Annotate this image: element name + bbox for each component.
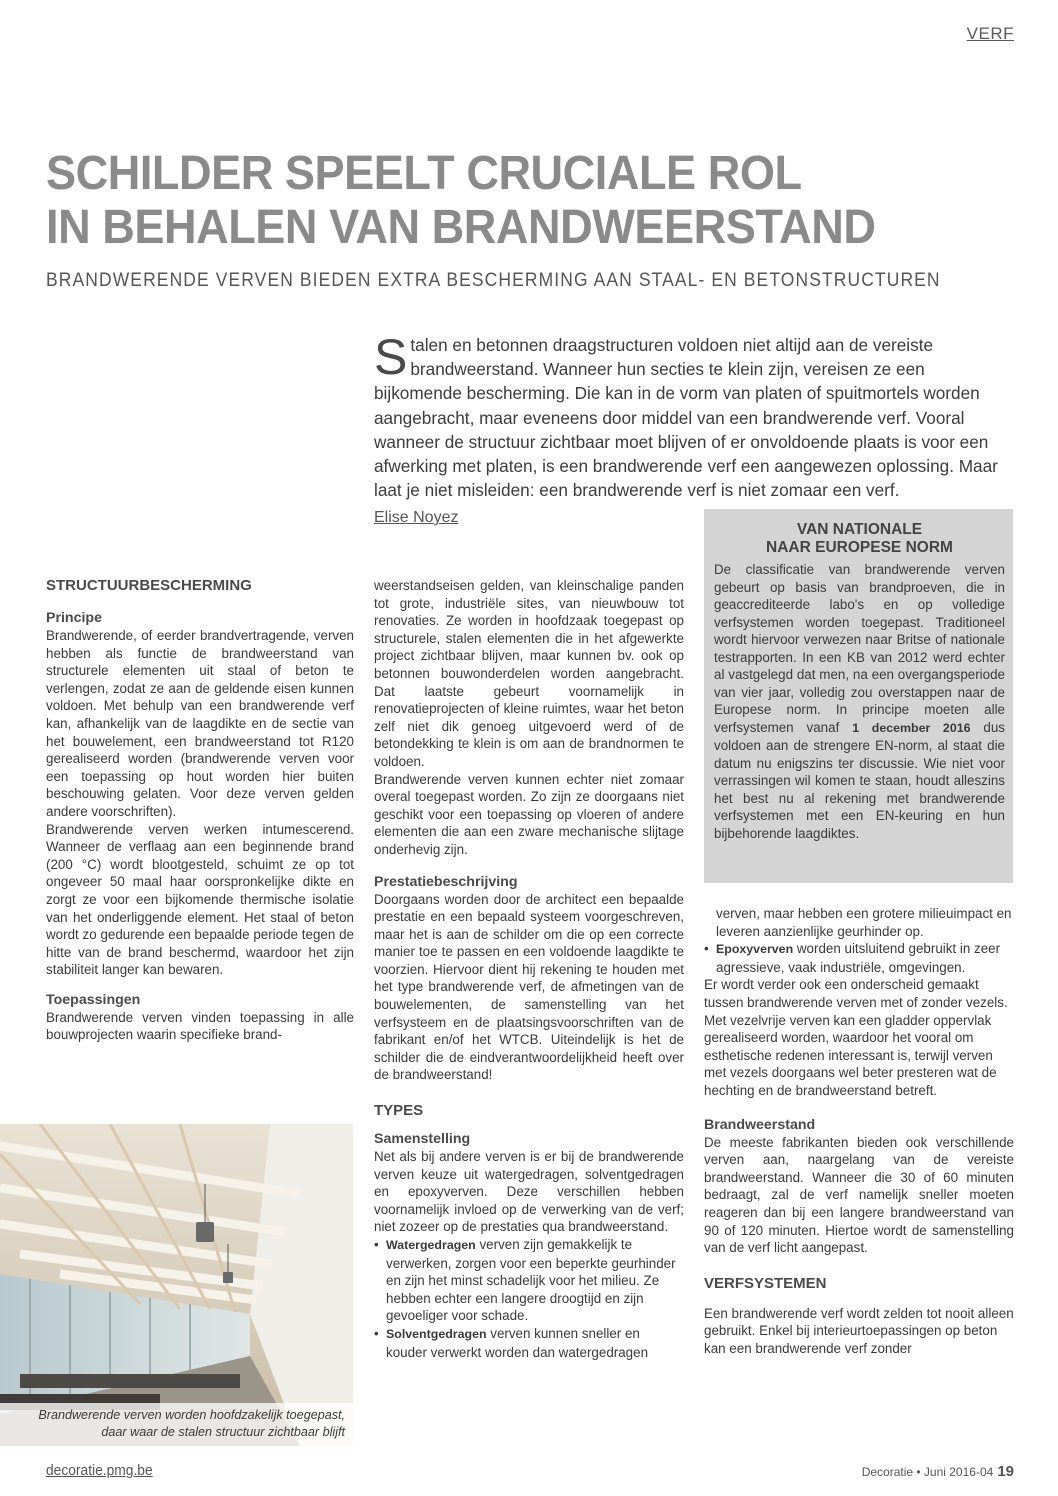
bullet-icon: • — [374, 1237, 379, 1252]
heading-brandweerstand: Brandweerstand — [704, 1116, 816, 1133]
paragraph: Doorgaans worden door de architect een bepaalde prestatie en een bepaald systeem voorgeschreven, maar het is aan de schilder om die op een correcte manier toe te passen en een voldoende laagdikte te voorzien. Hiervoor dient hij rekening te houden met het type brandwerende verf, de afmetingen van de bouwelementen, de samenstelling van het verfsysteem en de plaatsingsvoorschriften van de fabrikant en/of het WTCB. Uiteindelijk is het de schilder die de eindverantwoordelijkheid heeft over de brandweerstand! — [374, 891, 684, 1083]
office-interior-image — [0, 1124, 353, 1446]
heading-prestatiebeschrijving: Prestatiebeschrijving — [374, 873, 518, 890]
sidebar-title-line-1: VAN NATIONALE — [796, 521, 923, 538]
list-item — [374, 1236, 684, 1325]
bullet-term: Epoxyverven — [716, 942, 794, 957]
heading-types: TYPES — [374, 1102, 424, 1120]
intro-text: talen en betonnen draagstructuren voldoen niet altijd aan de vereiste brandweerstand. Wanneer hun secties te klein zijn, vereisen ze een bijkomende bescherming. Die kan in de vorm van platen of spuitmortels worden aangebracht, maar eveneens door middel van een brandwerende verf. Vooral wanneer de structuur zichtbaar moet blijven of er onvoldoende plaats is voor een afwerking met platen, is een brandwerende verf een aangewezen oplossing. Maar laat je niet misleiden: een brandwerende verf is niet zomaar een verf. — [374, 335, 998, 501]
bullet-text: worden uitsluitend gebruikt in zeer agressieve, vaak industriële, omgevingen. — [716, 941, 1001, 975]
title-line-2: IN BEHALEN VAN BRANDWEERSTAND — [46, 201, 876, 254]
column-2 — [374, 577, 684, 1361]
list-item — [374, 1325, 684, 1361]
heading-toepassingen: Toepassingen — [46, 991, 141, 1008]
section-tag[interactable]: VERF — [966, 24, 1014, 43]
article-title — [46, 147, 948, 255]
title-line-1: SCHILDER SPEELT CRUCIALE ROL — [46, 147, 802, 200]
list-item — [704, 940, 1014, 976]
author-byline[interactable]: Elise Noyez — [374, 509, 459, 526]
sidebar-text-part: dus voldoen aan de strengere EN-norm, al staat die datum nu enigszins ter discussie. Wie niet voor verrassingen wil komen te staan, houdt alleszins het best nu al rekening met brandwerende verfsystemen met een EN-keuring en hun bijbehorende laagdiktes. — [714, 719, 1006, 841]
heading-samenstelling: Samenstelling — [374, 1131, 471, 1148]
bullet-icon: • — [704, 941, 709, 957]
photo-caption — [0, 1403, 353, 1446]
paragraph: Net als bij andere verven is er bij de brandwerende verven keuze uit watergedragen, solventgedragen en epoxyverven. Deze verschillen hebben voornamelijk invloed op de verwerking van de verf; niet zozeer op de prestaties qua brandweerstand. — [374, 1149, 684, 1235]
sidebar-text — [714, 561, 1005, 842]
footer-issue-text: Decoratie • Juni 2016-04 — [861, 1465, 994, 1479]
paragraph: verven, maar hebben een grotere milieuimpact en leveren aanzienlijke geurhinder op. — [716, 906, 1012, 939]
bullet-term: Watergedragen — [386, 1238, 476, 1252]
paragraph: weerstandseisen gelden, van kleinschalige panden tot grote, industriële sites, van nieuwbouw tot renovaties. Ze worden in hoofdzaak toegepast op structurele, stalen elementen die in het afgewerkte project zichtbaar blijven, maar kunnen bv. ook op betonnen bouwonderdelen worden aangebracht. Dat laatste gebeurt voornamelijk in renovatieprojecten of kleine ruimtes, waar het beton zelf niet dik genoeg uitgevoerd werd of de betondekking te klein is om aan de brandnormen te voldoen. — [374, 578, 684, 769]
footer-issue — [862, 1463, 1014, 1480]
sidebar-box — [704, 509, 1013, 883]
paragraph: Brandwerende verven vinden toepassing in alle bouwprojecten waarin specifieke brand- — [46, 1009, 354, 1043]
article-subtitle: BRANDWERENDE VERVEN BIEDEN EXTRA BESCHERMING AAN STAAL- EN BETONSTRUCTUREN — [46, 270, 941, 291]
sidebar-text-part: De classificatie van brandwerende verven gebeurt op basis van brandproeven, die in geaccrediteerde labo's en op volledige verfsystemen worden toegepast. Traditioneel wordt hiervoor verwezen naar Britse of nationale testrapporten. In een KB van 2012 werd echter al vastgelegd dat men, na een overgangsperiode van vier jaar, volledig zou overstappen naar de Europese norm. In principe moeten alle verfsystemen vanaf — [714, 562, 1005, 735]
paragraph: Brandwerende verven kunnen echter niet zomaar overal toegepast worden. Zo zijn ze doorgaans niet geschikt voor een toepassing op vloeren of andere elementen die aan een zware mechanische slijtage onderhevig zijn. — [374, 771, 684, 857]
paragraph: Brandwerende verven werken intumescerend. Wanneer de verflaag aan een beginnende brand (200 °C) wordt blootgesteld, schuimt ze op tot ongeveer 50 maal haar oorspronkelijke dikte en zorgt ze voor een bijkomende thermische isolatie van het onderliggende element. Het staal of beton wordt zo gedurende een bepaalde periode tegen de hitte van de brand beschermd, waardoor het zijn stabiliteit langer kan bewaren. — [46, 821, 354, 978]
heading-principe: Principe — [46, 610, 102, 626]
column-1 — [46, 577, 354, 1044]
paragraph: De meeste fabrikanten bieden ook verschillende verven aan, naargelang van de vereiste brandweerstand. Wanneer die 30 of 60 minuten bedraagt, zal de verf namelijk sneller moeten reageren dan bij een langere brandweerstand van 90 of 120 minuten. Hiertoe wordt de samenstelling van de verf licht aangepast. — [704, 1134, 1014, 1256]
heading-structuurbescherming: STRUCTUURBESCHERMING — [46, 577, 252, 594]
article-photo — [0, 1124, 353, 1446]
sidebar-date: 1 december 2016 — [852, 720, 971, 735]
column-3 — [704, 905, 1014, 1357]
bullet-text: verven kunnen sneller en kouder verwerkt worden dan watergedragen — [386, 1325, 649, 1360]
footer-website-link[interactable]: decoratie.pmg.be — [46, 1462, 153, 1479]
bullet-text: verven zijn gemakkelijk te verwerken, zorgen voor een beperkte geurhinder en zijn het minst schadelijk voor het milieu. Ze hebben echter een langere droogtijd en zijn gevoeliger voor schade. — [386, 1237, 676, 1324]
sidebar-title — [714, 521, 1005, 557]
caption-line-2: daar waar de stalen structuur zichtbaar blijft — [101, 1425, 345, 1439]
page-number: 19 — [997, 1463, 1014, 1480]
bullet-term: Solventgedragen — [386, 1326, 487, 1341]
paragraph: Een brandwerende verf wordt zelden tot nooit alleen gebruikt. Enkel bij interieurtoepassingen op beton kan een brandwerende verf zonder — [704, 1305, 1014, 1356]
heading-verfsystemen: VERFSYSTEMEN — [704, 1274, 827, 1292]
paragraph: Brandwerende, of eerder brandvertragende, verven hebben als functie de brandweerstand van structurele elementen uit staal of beton te verlengen, zodat ze aan de geldende eisen kunnen voldoen. Met behulp van een brandwerende verf kan, afhankelijk van de laagdikte en de sectie van het bouwelement, een brandweerstand tot R120 gerealiseerd worden (brandwerende verven voor een toepassing op hout worden hier buiten beschouwing gelaten. Voor deze verven gelden andere voorschriften). — [46, 628, 354, 819]
paragraph: Er wordt verder ook een onderscheid gemaakt tussen brandwerende verven met of zonder vezels. Met vezelvrije verven kan een gladder oppervlak gerealiseerd worden, waardoor het vooral om esthetische redenen interessant is, terwijl verven met vezels doorgaans wel beter presteren wat de hechting en de brandweerstand betreft. — [704, 977, 1008, 1098]
sidebar-title-line-2: NAAR EUROPESE NORM — [766, 539, 953, 556]
bullet-icon: • — [374, 1325, 379, 1341]
article-intro — [374, 329, 1014, 502]
caption-line-1: Brandwerende verven worden hoofdzakelijk toegepast, — [38, 1408, 345, 1422]
drop-cap: S — [374, 329, 408, 385]
